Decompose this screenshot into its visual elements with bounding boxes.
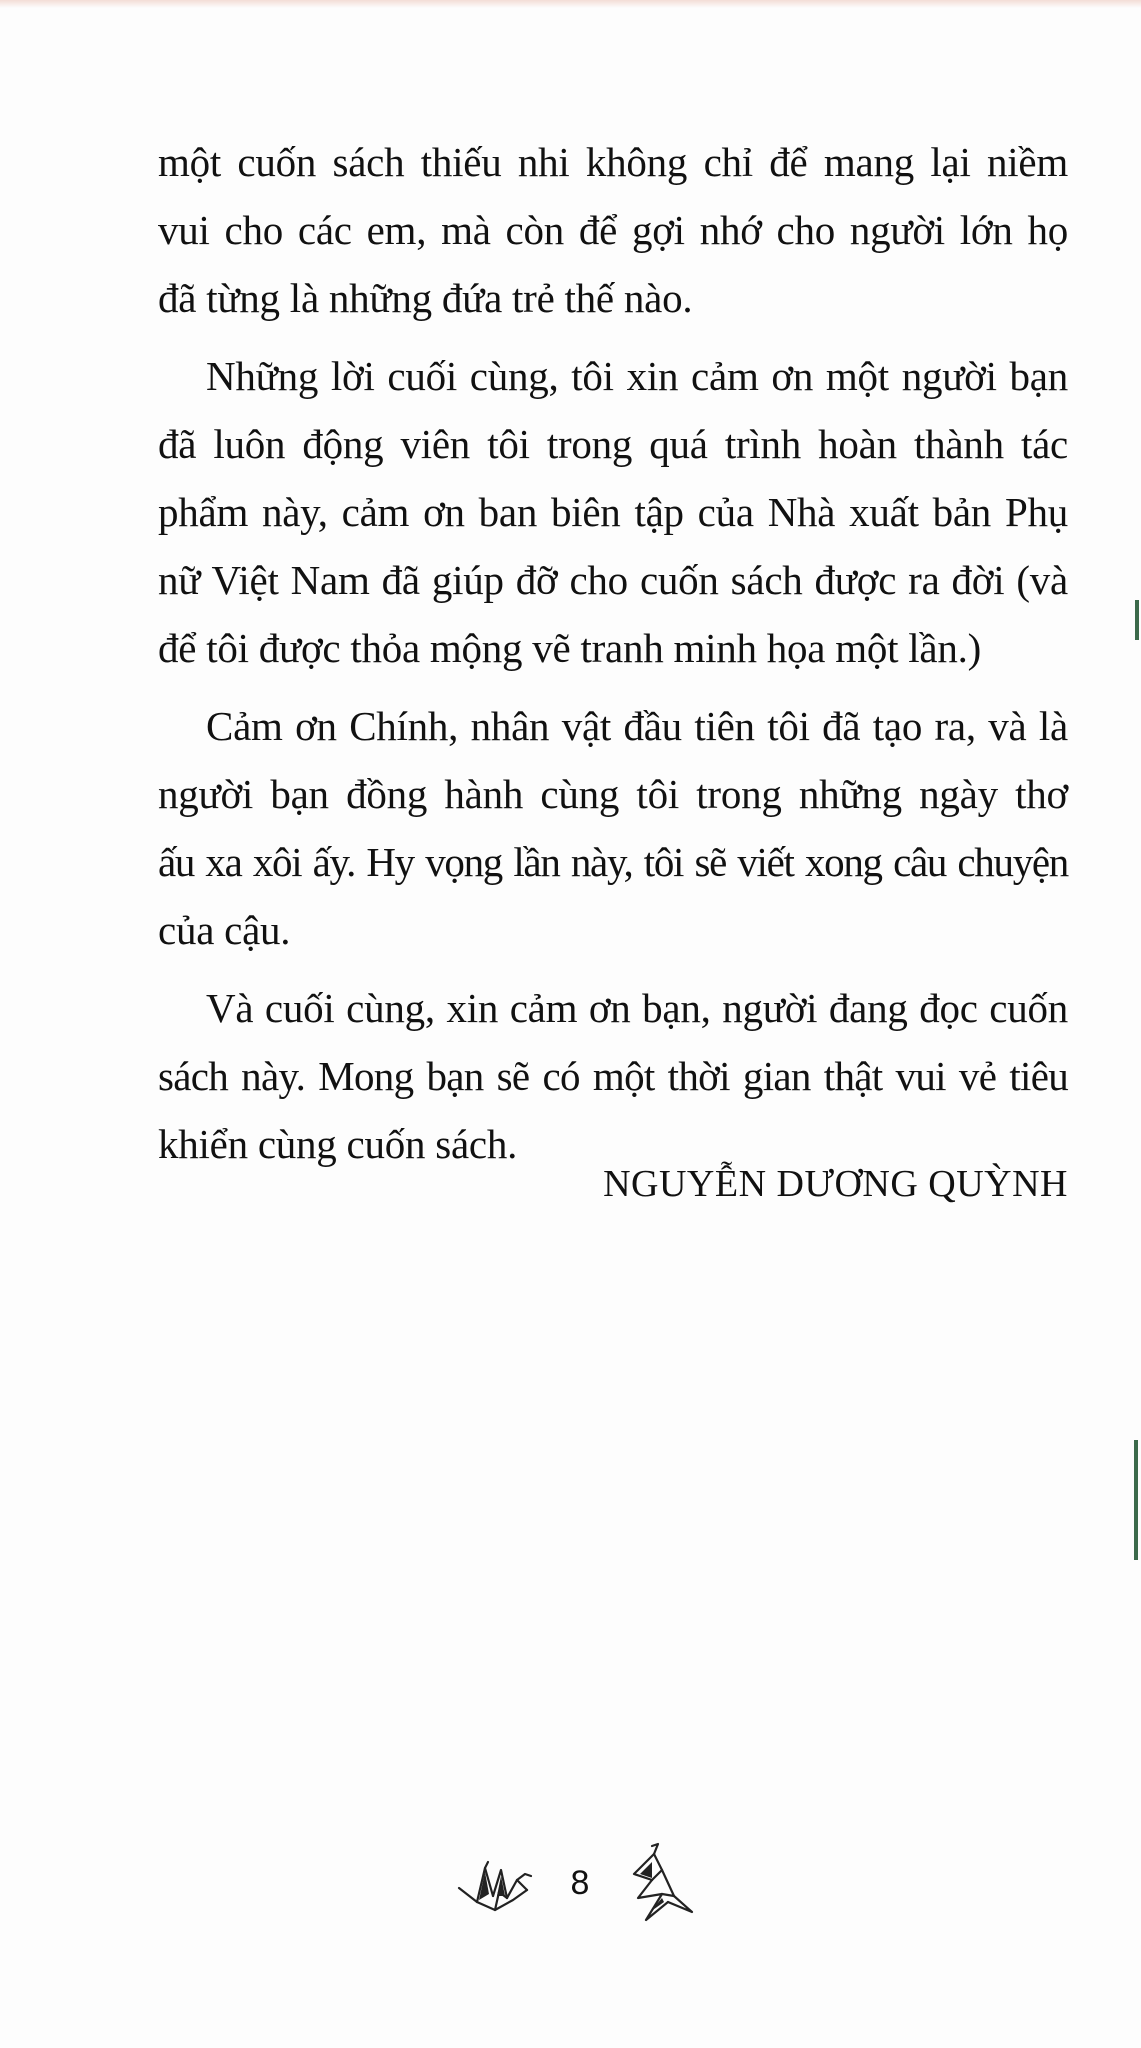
page-edge-mark — [1134, 1440, 1138, 1560]
page-footer — [0, 1840, 1141, 1940]
text-line: khiển cùng cuốn sách. — [158, 1121, 518, 1167]
page-edge-mark — [1135, 600, 1139, 640]
page-number: 8 — [570, 1864, 590, 1902]
text-line: của cậu. — [158, 907, 291, 953]
paragraph-3 — [158, 692, 1068, 964]
text-line: một cuốn sách thiếu nhi không chỉ để mang lại niềm — [158, 139, 1068, 185]
text-line: sách này. Mong bạn sẽ có một thời gian thật vui vẻ tiêu — [158, 1053, 1068, 1099]
text-line: để tôi được thỏa mộng vẽ tranh minh họa một lần.) — [158, 625, 982, 671]
paragraph-2 — [158, 342, 1068, 682]
paper-crane-icon — [622, 1840, 702, 1934]
text-line: nữ Việt Nam đã giúp đỡ cho cuốn sách được ra đời (và — [158, 557, 1068, 603]
paper-crane-icon — [455, 1850, 535, 1924]
author-signature: NGUYỄN DƯƠNG QUỲNH — [603, 1163, 1068, 1205]
text-line: đã từng là những đứa trẻ thế nào. — [158, 275, 693, 321]
text-line: Và cuối cùng, xin cảm ơn bạn, người đang đọc cuốn — [206, 985, 1068, 1031]
paragraph-4 — [158, 974, 1068, 1178]
text-line: vui cho các em, mà còn để gợi nhớ cho người lớn họ — [158, 207, 1068, 253]
text-line: đã luôn động viên tôi trong quá trình hoàn thành tác — [158, 421, 1068, 467]
text-line: phẩm này, cảm ơn ban biên tập của Nhà xuất bản Phụ — [158, 489, 1068, 535]
text-line: Cảm ơn Chính, nhân vật đầu tiên tôi đã tạo ra, và là — [206, 703, 1068, 749]
text-line: Những lời cuối cùng, tôi xin cảm ơn một người bạn — [206, 353, 1068, 399]
paragraph-1 — [158, 128, 1068, 332]
page-top-edge — [0, 0, 1141, 8]
text-line: ấu xa xôi ấy. Hy vọng lần này, tôi sẽ viết xong câu chuyện — [158, 839, 1068, 885]
page-body — [158, 128, 1068, 1188]
text-line: người bạn đồng hành cùng tôi trong những ngày thơ — [158, 771, 1068, 817]
